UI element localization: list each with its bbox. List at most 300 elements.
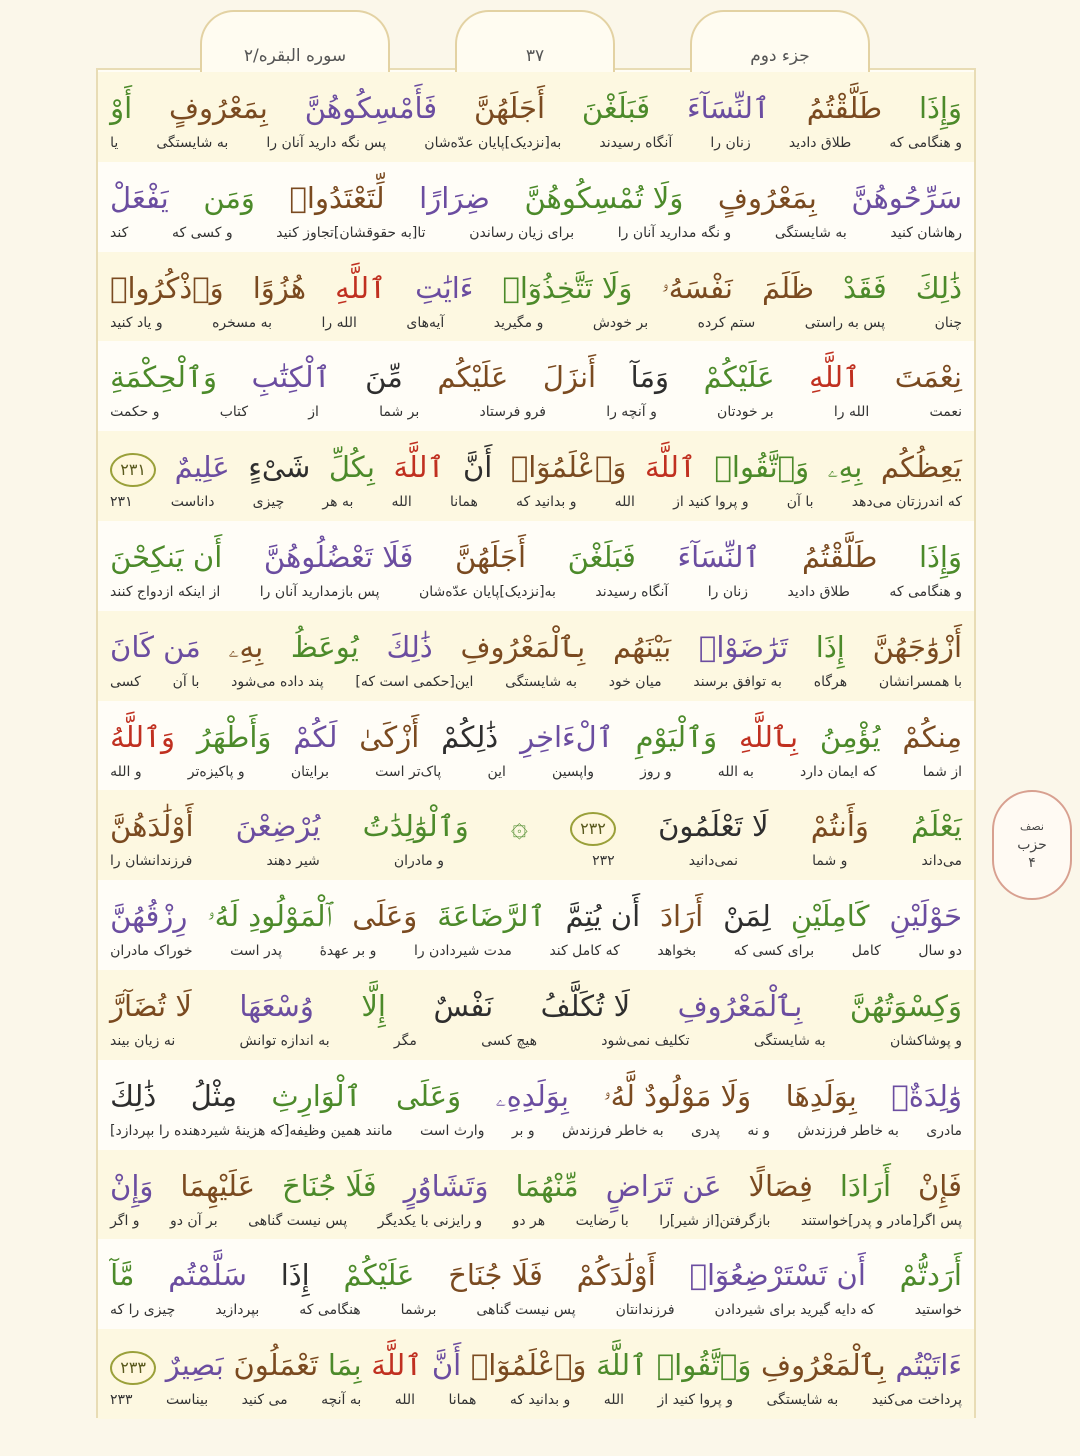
translation-word: به اندازه توانش	[239, 1032, 330, 1049]
translation-word: آیه‌های	[406, 314, 445, 331]
translation-word: الله	[614, 494, 635, 511]
arabic-word: رِزْقُهُنَّ	[110, 899, 188, 934]
verse-line	[98, 880, 974, 970]
persian-translation-line	[98, 577, 974, 607]
arabic-text-line	[98, 701, 974, 757]
arabic-word: مِنكُمْ	[902, 719, 962, 754]
arabic-word: أَجَلَهُنَّ	[455, 539, 527, 574]
translation-word: هنگامی که	[299, 1302, 361, 1319]
arabic-word: يُرْضِعْنَ	[235, 809, 321, 844]
arabic-word: وَعَلَى	[396, 1078, 462, 1113]
arabic-word: مَّآ	[110, 1258, 135, 1293]
arabic-word: ٱللَّهِ	[809, 360, 861, 395]
arabic-word: ٱللَّهَ	[371, 1348, 423, 1383]
translation-word: ستم کرده	[697, 314, 756, 331]
arabic-text-line	[98, 611, 974, 667]
translation-word: پدری	[691, 1122, 720, 1139]
arabic-word: ٱللَّهَ	[393, 450, 445, 485]
arabic-word: كَامِلَيْنِ	[790, 899, 870, 934]
arabic-word: وَلَا تُمْسِكُوهُنَّ	[524, 180, 684, 215]
translation-word: از	[308, 404, 319, 421]
translation-word: و حکمت	[110, 404, 160, 421]
arabic-word: أَوْ	[110, 91, 133, 125]
arabic-word: ظَلَمَ	[761, 270, 814, 305]
arabic-text-line	[98, 252, 974, 308]
persian-translation-line	[98, 1206, 974, 1236]
translation-word: که کامل کند	[549, 943, 620, 960]
persian-translation-line	[98, 757, 974, 787]
translation-word: تکلیف نمی‌شود	[601, 1032, 690, 1049]
translation-word: هرگاه	[813, 673, 848, 690]
translation-word: به مسخره	[212, 314, 273, 331]
header-surah-tab	[200, 10, 390, 74]
arabic-word: وَأَنتُمْ	[810, 809, 869, 844]
arabic-word: بَصِيرٌ	[165, 1348, 224, 1383]
translation-word: به شایستگی	[766, 1392, 839, 1409]
translation-word: بخواهد	[657, 943, 697, 960]
arabic-word: وَإِذَا	[918, 539, 962, 574]
arabic-text-line	[98, 880, 974, 936]
arabic-word: وَمَن	[203, 180, 255, 215]
hizb-half-label: نصف	[1020, 820, 1044, 833]
arabic-word: وَٱلْوَٰلِدَٰتُ	[362, 809, 469, 844]
arabic-text-line	[98, 431, 974, 487]
translation-word: و اگر	[110, 1212, 140, 1229]
arabic-word: بَيْنَهُم	[612, 629, 672, 664]
translation-word: و یاد کنید	[110, 314, 163, 331]
arabic-word: يَعِظُكُم	[880, 450, 962, 485]
arabic-word: ءَاتَيْتُم	[895, 1348, 962, 1383]
surah-name: سوره البقره/۲	[243, 46, 347, 66]
translation-word: کامل	[851, 943, 881, 960]
translation-word: و مگیرید	[493, 314, 544, 331]
arabic-word: وَٰلِدَةٌۢ	[891, 1078, 962, 1113]
arabic-word: أَوْلَٰدَكُمْ	[576, 1258, 656, 1293]
arabic-word: تَرَٰضَوْا۟	[698, 629, 789, 664]
translation-word: بر خودتان	[717, 404, 774, 421]
persian-translation-line	[98, 667, 974, 697]
translation-word: می کنید	[241, 1392, 288, 1409]
translation-word: پس اگر[مادر و پدر]خواستند	[800, 1212, 962, 1229]
arabic-word: لِّتَعْتَدُوا۟	[289, 180, 385, 215]
translation-word: و بدانید که	[509, 1392, 571, 1409]
translation-word: پس بازمدارید آنان را	[259, 583, 380, 600]
translation-word: و مادران	[393, 853, 444, 870]
persian-translation-line	[98, 936, 974, 966]
translation-word: پس نیست گناهی	[476, 1302, 576, 1319]
translation-word: بر شما	[379, 404, 420, 421]
arabic-text-line	[98, 1329, 974, 1385]
translation-word: کتاب	[219, 404, 249, 421]
translation-word: دو سال	[918, 943, 962, 960]
arabic-word: بِهِۦ	[827, 450, 863, 485]
arabic-word: مِّنَ	[365, 360, 403, 395]
arabic-word: عَلَيْهِمَا	[180, 1168, 256, 1203]
verse-line	[98, 252, 974, 342]
arabic-word: فَبَلَغْنَ	[567, 539, 636, 574]
arabic-word: وَعَلَى	[352, 899, 418, 934]
arabic-word: بِٱللَّهِ	[738, 719, 799, 754]
translation-word: مادری	[926, 1122, 962, 1139]
translation-word: و پوشاکشان	[889, 1032, 962, 1049]
arabic-word: فَإِنْ	[918, 1168, 962, 1203]
translation-word: مانند همین وظیفه[که هزینهٔ شیردهنده را بپردازد]	[110, 1122, 393, 1139]
header-page-tab	[455, 10, 615, 74]
arabic-word: نَفْسٌ	[433, 988, 494, 1023]
translation-word: از شما	[922, 763, 962, 780]
arabic-word: طَلَّقْتُمُ	[806, 91, 883, 125]
translation-word: و نه	[747, 1122, 770, 1139]
arabic-text-line	[98, 970, 974, 1026]
arabic-text-line	[98, 790, 974, 846]
translation-word: و بر عهدهٔ	[319, 943, 377, 960]
ayah-number-marker: ۲۳۳	[110, 1351, 156, 1385]
arabic-word: أَنزَلَ	[542, 360, 597, 395]
arabic-word: وَإِنْ	[110, 1168, 154, 1203]
arabic-word: إِذَا	[815, 629, 845, 664]
translation-word: و پروا کنید از	[657, 1392, 733, 1409]
translation-word: مگر	[393, 1032, 417, 1049]
translation-word: الله را	[321, 314, 357, 331]
translation-word: و شما	[812, 853, 848, 870]
translation-word: که دایه گیرید برای شیردادن	[714, 1302, 875, 1319]
translation-word: برایتان	[290, 763, 330, 780]
translation-word: داناست	[170, 494, 215, 511]
translation-word: و بدانید که	[516, 494, 577, 511]
arabic-word: وَٱللَّهُ	[110, 719, 176, 754]
translation-word: و رایزنی با یکدیگر	[377, 1212, 483, 1229]
arabic-word: طَلَّقْتُمُ	[801, 539, 878, 574]
arabic-word: سَرِّحُوهُنَّ	[851, 180, 962, 215]
arabic-word: شَىْءٍ	[248, 450, 311, 485]
arabic-word: وَمَآ	[630, 360, 670, 395]
arabic-word: فَلَا جُنَاحَ	[282, 1168, 377, 1203]
ayah-number-marker: ۲۳۱	[110, 453, 156, 487]
translation-word: به هر	[322, 494, 354, 511]
juz-name: جزء دوم	[750, 46, 810, 66]
translation-word: این[حکمی است که]	[355, 673, 474, 690]
arabic-word: ٱلرَّضَاعَةَ	[437, 899, 546, 934]
translation-word: ۲۳۱	[110, 494, 133, 511]
persian-translation-line	[98, 487, 974, 517]
arabic-word: نَفْسَهُۥ	[661, 270, 733, 305]
translation-word: یا	[110, 135, 119, 151]
translation-word: بیناست	[166, 1392, 209, 1409]
ayah-number-marker: ۲۳۲	[570, 812, 616, 846]
translation-word: به شایستگی	[753, 1032, 826, 1049]
verse-line	[98, 341, 974, 431]
translation-word: پدر است	[230, 943, 282, 960]
arabic-word: وَٱتَّقُوا۟	[656, 1348, 752, 1383]
arabic-word: ٱلْكِتَٰبِ	[251, 360, 331, 395]
arabic-word: فَقَدْ	[842, 270, 887, 305]
arabic-word: إِذَا	[280, 1258, 310, 1293]
hizb-marker	[992, 790, 1072, 900]
arabic-word: وَلَا مَوْلُودٌ لَّهُۥ	[603, 1078, 752, 1113]
persian-translation-line	[98, 1116, 974, 1146]
translation-word: به الله	[717, 763, 754, 780]
arabic-word: لَا تُضَآرَّ	[110, 988, 192, 1023]
arabic-word: ٱلْوَارِثِ	[271, 1078, 362, 1113]
translation-word: الله را	[833, 404, 870, 421]
arabic-word: وَتَشَاوُرٍ	[403, 1168, 489, 1203]
arabic-word: هُزُوًا	[252, 270, 307, 305]
translation-word: زنان را	[707, 583, 749, 600]
translation-word: با همسرانشان	[878, 673, 962, 690]
arabic-word: يُؤْمِنُ	[819, 719, 881, 754]
arabic-word: أَن يُتِمَّ	[565, 899, 641, 934]
arabic-word: أَرَدتُّمْ	[899, 1258, 962, 1293]
persian-translation-line	[98, 1385, 974, 1415]
arabic-word: بِٱلْمَعْرُوفِ	[677, 988, 803, 1023]
verse-line	[98, 1150, 974, 1240]
persian-translation-line	[98, 218, 974, 248]
translation-word: با رضایت	[575, 1212, 629, 1229]
arabic-word: مَن كَانَ	[110, 629, 201, 664]
translation-word: شیر دهند	[266, 853, 320, 870]
translation-word: و هنگامی که	[889, 583, 962, 600]
translation-word: الله	[394, 1392, 416, 1409]
arabic-text-line	[98, 1150, 974, 1206]
verse-line	[98, 701, 974, 791]
arabic-word: لِمَنْ	[723, 899, 771, 934]
persian-translation-line	[98, 397, 974, 427]
arabic-word: فَبَلَغْنَ	[581, 91, 651, 125]
persian-translation-line	[98, 128, 974, 158]
translation-word: خوراک مادران	[110, 943, 193, 960]
translation-word: برشما	[400, 1302, 437, 1319]
arabic-word: نِعْمَتَ	[894, 360, 962, 395]
translation-word: آنگاه رسیدند	[599, 135, 673, 151]
translation-word: و کسی که	[171, 224, 233, 241]
arabic-word: ٱللَّهِ	[335, 270, 387, 305]
translation-word: به شایستگی	[774, 224, 847, 241]
translation-word: بر خودش	[592, 314, 649, 331]
arabic-word: ٱلْمَوْلُودِ لَهُۥ	[207, 899, 333, 934]
arabic-word: وَٱتَّقُوا۟	[714, 450, 810, 485]
translation-word: با آن	[172, 673, 200, 690]
translation-word: و نگه مدارید آنان را	[617, 224, 732, 241]
arabic-word: إِلَّا	[361, 988, 386, 1023]
translation-word: این	[487, 763, 506, 780]
translation-word: چنان	[934, 314, 962, 331]
arabic-word: وُسْعَهَا	[239, 988, 314, 1023]
arabic-word: بِوَلَدِهِۦ	[495, 1078, 569, 1113]
translation-word: به توافق برسند	[693, 673, 782, 690]
translation-word: مدت شیردادن را	[413, 943, 512, 960]
translation-word: نمی‌دانید	[688, 853, 739, 870]
arabic-word: أَزْكَىٰ	[359, 719, 420, 754]
translation-word: به شایستگی	[505, 673, 577, 690]
arabic-word: ٱلنِّسَآءَ	[686, 91, 770, 125]
translation-word: میان خود	[608, 673, 662, 690]
translation-word: طلاق دادید	[788, 135, 852, 151]
translation-word: که ایمان دارد	[800, 763, 877, 780]
arabic-word: فِصَالًا	[748, 1168, 813, 1203]
arabic-word: بِمَا	[327, 1348, 362, 1383]
verse-rows	[98, 72, 974, 1419]
verse-line	[98, 970, 974, 1060]
translation-word: برای کسی که	[733, 943, 815, 960]
verse-line	[98, 611, 974, 701]
translation-word: پند داده می‌شود	[231, 673, 324, 690]
arabic-word: عَلَيْكُمْ	[343, 1258, 415, 1293]
arabic-word: وَلَا تَتَّخِذُوٓا۟	[502, 270, 633, 305]
translation-word: پرداخت می‌کنید	[871, 1392, 962, 1409]
translation-word: الله	[391, 494, 412, 511]
arabic-word: أَجَلَهُنَّ	[474, 91, 546, 125]
translation-word: و پاکیزه‌تر	[187, 763, 245, 780]
translation-word: و هنگامی که	[889, 135, 962, 151]
arabic-word: أَزْوَٰجَهُنَّ	[872, 629, 962, 664]
translation-word: ۲۳۳	[110, 1392, 133, 1409]
translation-word: فرو فرستاد	[479, 404, 546, 421]
verse-line	[98, 521, 974, 611]
translation-word: الله	[603, 1392, 625, 1409]
arabic-word: ذَٰلِكَ	[386, 629, 433, 664]
arabic-word: فَلَا تَعْضُلُوهُنَّ	[263, 539, 414, 574]
arabic-word: عَلَيْكُم	[437, 360, 509, 395]
verse-line	[98, 1329, 974, 1419]
arabic-word: ذَٰلِكُمْ	[441, 719, 499, 754]
translation-word: به[نزدیک]پایان عدّه‌شان	[424, 135, 562, 151]
translation-word: از اینکه ازدواج کنند	[110, 583, 221, 600]
translation-word: و آنچه را	[606, 404, 657, 421]
translation-word: و الله	[110, 763, 142, 780]
arabic-word: يَعْلَمُ	[911, 809, 962, 844]
arabic-word: عَلَيْكُمْ	[703, 360, 775, 395]
arabic-word: ضِرَارًا	[419, 180, 490, 215]
arabic-word: بِكُلِّ	[328, 450, 375, 485]
translation-word: بر آن دو	[169, 1212, 218, 1229]
arabic-word: فَأَمْسِكُوهُنَّ	[304, 91, 438, 125]
arabic-word: يُوعَظُ	[290, 629, 359, 664]
translation-word: ۲۳۲	[592, 853, 615, 870]
translation-word: و پروا کنید از	[673, 494, 749, 511]
translation-word: هر دو	[512, 1212, 546, 1229]
arabic-word: لَا تُكَلَّفُ	[540, 988, 631, 1023]
arabic-word: بِٱلْمَعْرُوفِ	[460, 629, 586, 664]
arabic-text-line	[98, 341, 974, 397]
translation-word: چیزی	[252, 494, 285, 511]
arabic-text-line	[98, 1239, 974, 1295]
arabic-word: وَٱلْحِكْمَةِ	[110, 360, 217, 395]
arabic-word: عَلِيمٌ	[174, 450, 230, 485]
arabic-word: وَٱلْيَوْمِ	[635, 719, 718, 754]
translation-word: بپردازید	[215, 1302, 260, 1319]
translation-word: برای زیان رساندن	[469, 224, 575, 241]
translation-word: وارث است	[420, 1122, 485, 1139]
arabic-word: أَنَّ	[462, 450, 493, 485]
arabic-word: حَوْلَيْنِ	[889, 899, 962, 934]
arabic-word: مِثْلُ	[190, 1078, 237, 1113]
arabic-word: بِمَعْرُوفٍ	[717, 180, 817, 215]
translation-word: پس نگه دارید آنان را	[266, 135, 387, 151]
persian-translation-line	[98, 308, 974, 338]
translation-word: آنگاه رسیدند	[595, 583, 669, 600]
translation-word: با آن	[786, 494, 814, 511]
arabic-word: بِهِۦ	[228, 629, 264, 664]
arabic-word: ءَايَٰتِ	[415, 270, 474, 305]
hizb-label: حزب	[1017, 837, 1047, 853]
arabic-text-line	[98, 521, 974, 577]
arabic-word: لَكُمْ	[293, 719, 338, 754]
arabic-word: وَكِسْوَتُهُنَّ	[849, 988, 962, 1023]
translation-word: بازگرفتن[از شیر]را	[659, 1212, 771, 1229]
translation-word: و روز	[640, 763, 672, 780]
translation-word: خواستید	[914, 1302, 962, 1319]
translation-word: کند	[110, 224, 129, 241]
arabic-word: وَإِذَا	[918, 91, 962, 125]
translation-word: به خاطر فرزندش	[797, 1122, 899, 1139]
arabic-word: أَرَادَ	[660, 899, 704, 934]
translation-word: هیچ کسی	[481, 1032, 538, 1049]
arabic-word: أَن يَنكِحْنَ	[110, 539, 223, 574]
arabic-text-line	[98, 162, 974, 218]
arabic-word: سَلَّمْتُم	[168, 1258, 247, 1293]
arabic-word: عَن تَرَاضٍ	[605, 1168, 722, 1203]
arabic-word: بِوَلَدِهَا	[785, 1078, 857, 1113]
translation-word: چیزی را که	[110, 1302, 176, 1319]
verse-line	[98, 162, 974, 252]
arabic-text-line	[98, 72, 974, 128]
translation-word: رهاشان کنید	[890, 224, 962, 241]
translation-word: به[نزدیک]پایان عدّه‌شان	[418, 583, 556, 600]
arabic-word: مِّنْهُمَا	[515, 1168, 579, 1203]
verse-line	[98, 790, 974, 880]
verse-line	[98, 1060, 974, 1150]
translation-word: واپسین	[552, 763, 594, 780]
translation-word: و بر	[511, 1122, 535, 1139]
arabic-word: فَلَا جُنَاحَ	[448, 1258, 543, 1293]
page-number: ۳۷	[525, 46, 545, 66]
arabic-word: أَوْلَٰدَهُنَّ	[110, 809, 194, 844]
translation-word: کسی	[110, 673, 141, 690]
verse-line	[98, 431, 974, 521]
translation-word: به آنچه	[321, 1392, 362, 1409]
translation-word: که اندرزتان می‌دهد	[851, 494, 962, 511]
translation-word: نعمت	[929, 404, 962, 421]
arabic-word: أَن تَسْتَرْضِعُوٓا۟	[689, 1258, 866, 1293]
translation-word: نه زیان بیند	[110, 1032, 176, 1049]
translation-word: پس نیست گناهی	[248, 1212, 348, 1229]
arabic-word: لَا تَعْلَمُونَ	[658, 809, 769, 844]
arabic-text-line	[98, 1060, 974, 1116]
verse-line	[98, 1239, 974, 1329]
translation-word: به خاطر فرزندش	[562, 1122, 664, 1139]
header-juz-tab	[690, 10, 870, 74]
arabic-word: ٱلنِّسَآءَ	[677, 539, 761, 574]
arabic-word: ٱللَّهَ	[596, 1348, 648, 1383]
arabic-word: ٱللَّهَ	[644, 450, 696, 485]
translation-word: زنان را	[710, 135, 751, 151]
hizb-number: ۴	[1028, 855, 1036, 871]
arabic-word: يَفْعَلْ	[110, 180, 169, 215]
arabic-word: أَنَّ	[431, 1348, 462, 1383]
translation-word: به شایستگی	[156, 135, 229, 151]
translation-word: فرزندانشان را	[110, 853, 193, 870]
arabic-word: وَأَطْهَرُ	[196, 719, 272, 754]
arabic-word: بِمَعْرُوفٍ	[168, 91, 268, 125]
persian-translation-line	[98, 1295, 974, 1325]
persian-translation-line	[98, 846, 974, 876]
translation-word: همانا	[448, 1392, 477, 1409]
arabic-word: بِٱلْمَعْرُوفِ	[761, 1348, 886, 1383]
translation-word: همانا	[449, 494, 478, 511]
translation-word: تا[به حقوقشان]تجاوز کنید	[276, 224, 426, 241]
arabic-word: ٱلْءَاخِرِ	[520, 719, 614, 754]
translation-word: فرزندانتان	[615, 1302, 675, 1319]
